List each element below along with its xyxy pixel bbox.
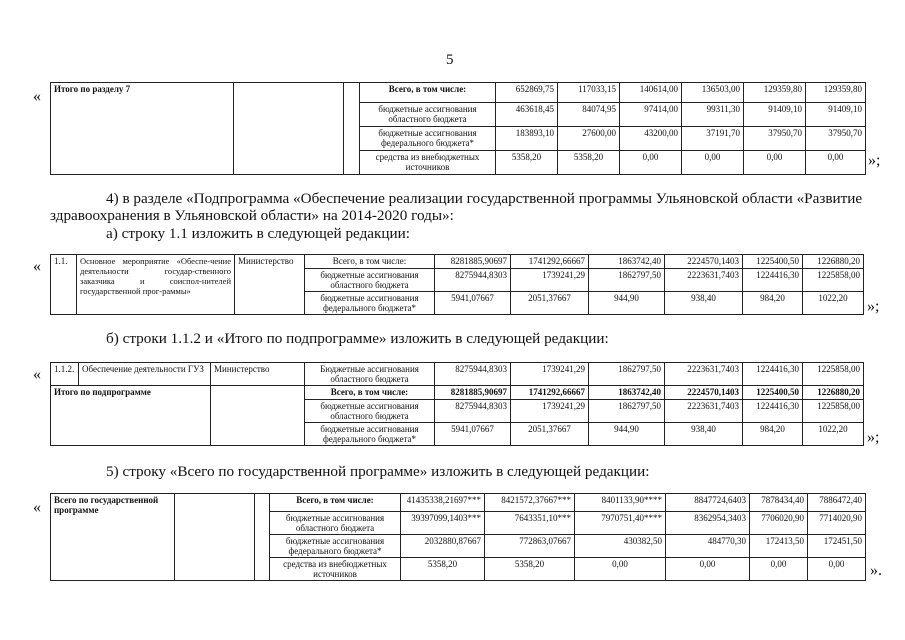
cell-value: 484770,30 [666,535,750,558]
close-quote: »; [867,298,880,315]
activity-name: Основное мероприятие «Обеспе-чение деятельности государ-ственного заказчика и соиспол-нителей государственной прог-раммы» [77,255,235,315]
cell-value: 984,20 [743,292,803,315]
cell-value: 129359,80 [806,83,866,103]
cell-value: 1225400,50 [743,386,803,400]
open-quote: « [33,258,41,275]
cell-value: 0,00 [750,558,808,581]
cell-value: 7706020,90 [750,512,808,535]
cell-value: 8281885,90697 [435,386,511,400]
cell-value: 463618,45 [496,103,558,127]
row-label: Всего, в том числе: [270,494,401,512]
cell-value: 8421572,37667*** [485,494,575,512]
cell-value: 2223631,7403 [665,363,743,386]
cell-value: 2223631,7403 [665,400,743,423]
cell-value: 0,00 [682,151,744,175]
executor: Министерство [235,255,305,315]
cell-value: 27600,00 [558,127,620,151]
cell-value: 0,00 [575,558,666,581]
cell-value: 1739241,29 [511,269,589,292]
open-quote: « [33,366,41,383]
cell-value: 1224416,30 [743,363,803,386]
row-label: бюджетные ассигнования федерального бюджета* [360,127,496,151]
cell-value: 129359,80 [744,83,806,103]
cell-value: 5358,20 [401,558,485,581]
cell-value: 1224416,30 [743,400,803,423]
row-label: бюджетные ассигнования областного бюджета [270,512,401,535]
row-number: 1.1.2. [51,363,79,386]
cell-value: 5358,20 [558,151,620,175]
row-label: Всего, в том числе: [360,83,496,103]
cell-value: 43200,00 [620,127,682,151]
cell-value: 37950,70 [806,127,866,151]
cell-value: 772863,07667 [485,535,575,558]
row-number: 1.1. [51,255,77,315]
cell-value: 1225400,50 [743,255,803,269]
cell-value: 1022,20 [803,292,864,315]
cell-value: 1225858,00 [803,400,864,423]
cell-value: 1739241,29 [511,363,589,386]
cell-value: 0,00 [666,558,750,581]
row-label: Всего, в том числе: [305,386,435,400]
cell-value: 1862797,50 [589,363,665,386]
cell-value: 117033,15 [558,83,620,103]
cell-value: 0,00 [620,151,682,175]
cell-value: 1224416,30 [743,269,803,292]
cell-value: 1862797,50 [589,269,665,292]
cell-value: 1741292,66667 [511,386,589,400]
cell-value: 2032880,87667 [401,535,485,558]
cell-value: 37191,70 [682,127,744,151]
cell-value: 2051,37667 [511,423,589,446]
program-total-label: Всего по государственной программе [51,494,175,581]
cell-value: 97414,00 [620,103,682,127]
cell-value: 172451,50 [808,535,866,558]
row-label: средства из внебюджетных источников [360,151,496,175]
cell-value: 944,90 [589,423,665,446]
cell-value: 1741292,66667 [511,255,589,269]
row-label: Бюджетные ассигнования областного бюджета [305,363,435,386]
row-label: Всего, в том числе: [305,255,435,269]
row-label: бюджетные ассигнования федерального бюджета* [270,535,401,558]
cell-value: 41435338,21697*** [401,494,485,512]
cell-value: 8362954,3403 [666,512,750,535]
cell-value: 430382,50 [575,535,666,558]
cell-value: 0,00 [806,151,866,175]
cell-value: 84074,95 [558,103,620,127]
cell-value: 8847724,6403 [666,494,750,512]
cell-value: 91409,10 [806,103,866,127]
cell-value: 1739241,29 [511,400,589,423]
cell-value: 39397099,1403*** [401,512,485,535]
row-label: бюджетные ассигнования областного бюджета [360,103,496,127]
cell-value: 5358,20 [485,558,575,581]
cell-value: 984,20 [743,423,803,446]
cell-value: 7643351,10*** [485,512,575,535]
activity-name: Обеспечение деятельности ГУЗ [79,363,211,386]
cell-value: 1863742,40 [589,386,665,400]
row-1-1-table [50,254,864,315]
cell-value: 7886472,40 [808,494,866,512]
row-label: бюджетные ассигнования федерального бюджета* [305,292,435,315]
paragraph-5: 5) строку «Всего по государственной программе» изложить в следующей редакции: [106,463,650,480]
cell-value: 5941,07667 [435,423,511,446]
cell-value: 1863742,40 [589,255,665,269]
cell-value: 1225858,00 [803,363,864,386]
cell-value: 5941,07667 [435,292,511,315]
cell-value: 140614,00 [620,83,682,103]
paragraph-4a: а) строку 1.1 изложить в следующей редакции: [106,225,411,242]
open-quote: « [33,88,41,105]
cell-value: 1226880,20 [803,386,864,400]
close-quote: »; [867,429,880,446]
cell-value: 37950,70 [744,127,806,151]
cell-value: 8401133,90**** [575,494,666,512]
section7-total-table [50,82,866,175]
row-label: бюджетные ассигнования областного бюджета [305,269,435,292]
cell-value: 0,00 [744,151,806,175]
open-quote: « [33,499,41,516]
cell-value: 1022,20 [803,423,864,446]
section-total-label: Итого по разделу 7 [51,83,234,175]
cell-value: 652869,75 [496,83,558,103]
cell-value: 2223631,7403 [665,269,743,292]
cell-value: 938,40 [665,423,743,446]
row-1-1-2-table [50,362,864,446]
paragraph-4-line-1: 4) в разделе «Подпрограмма «Обеспечение реализации государственной программы Ульяновской области «Развитие [106,190,863,207]
row-label: бюджетные ассигнования федерального бюджета* [305,423,435,446]
cell-value: 0,00 [808,558,866,581]
page-number: 5 [446,52,454,68]
cell-value: 5358,20 [496,151,558,175]
cell-value: 1226880,20 [803,255,864,269]
executor: Министерство [211,363,305,386]
paragraph-b: б) строки 1.1.2 и «Итого по подпрограмме» изложить в следующей редакции: [106,330,609,347]
cell-value: 8275944,8303 [435,400,511,423]
cell-value: 2224570,1403 [665,386,743,400]
row-label: средства из внебюджетных источников [270,558,401,581]
cell-value: 2224570,1403 [665,255,743,269]
cell-value: 8275944,8303 [435,363,511,386]
close-quote: ». [870,562,882,579]
cell-value: 1862797,50 [589,400,665,423]
cell-value: 944,90 [589,292,665,315]
cell-value: 7714020,90 [808,512,866,535]
cell-value: 7878434,40 [750,494,808,512]
cell-value: 172413,50 [750,535,808,558]
program-total-table [50,493,866,581]
cell-value: 8281885,90697 [435,255,511,269]
subprogram-total-label: Итого по подпрограмме [51,386,211,446]
row-label: бюджетные ассигнования областного бюджета [305,400,435,423]
cell-value: 1225858,00 [803,269,864,292]
cell-value: 99311,30 [682,103,744,127]
cell-value: 7970751,40**** [575,512,666,535]
cell-value: 938,40 [665,292,743,315]
cell-value: 183893,10 [496,127,558,151]
cell-value: 8275944,8303 [435,269,511,292]
close-quote: »; [868,152,881,169]
paragraph-4-line-2: здравоохранения в Ульяновской области» на 2014-2020 годы»: [50,207,454,224]
cell-value: 91409,10 [744,103,806,127]
cell-value: 136503,00 [682,83,744,103]
cell-value: 2051,37667 [511,292,589,315]
